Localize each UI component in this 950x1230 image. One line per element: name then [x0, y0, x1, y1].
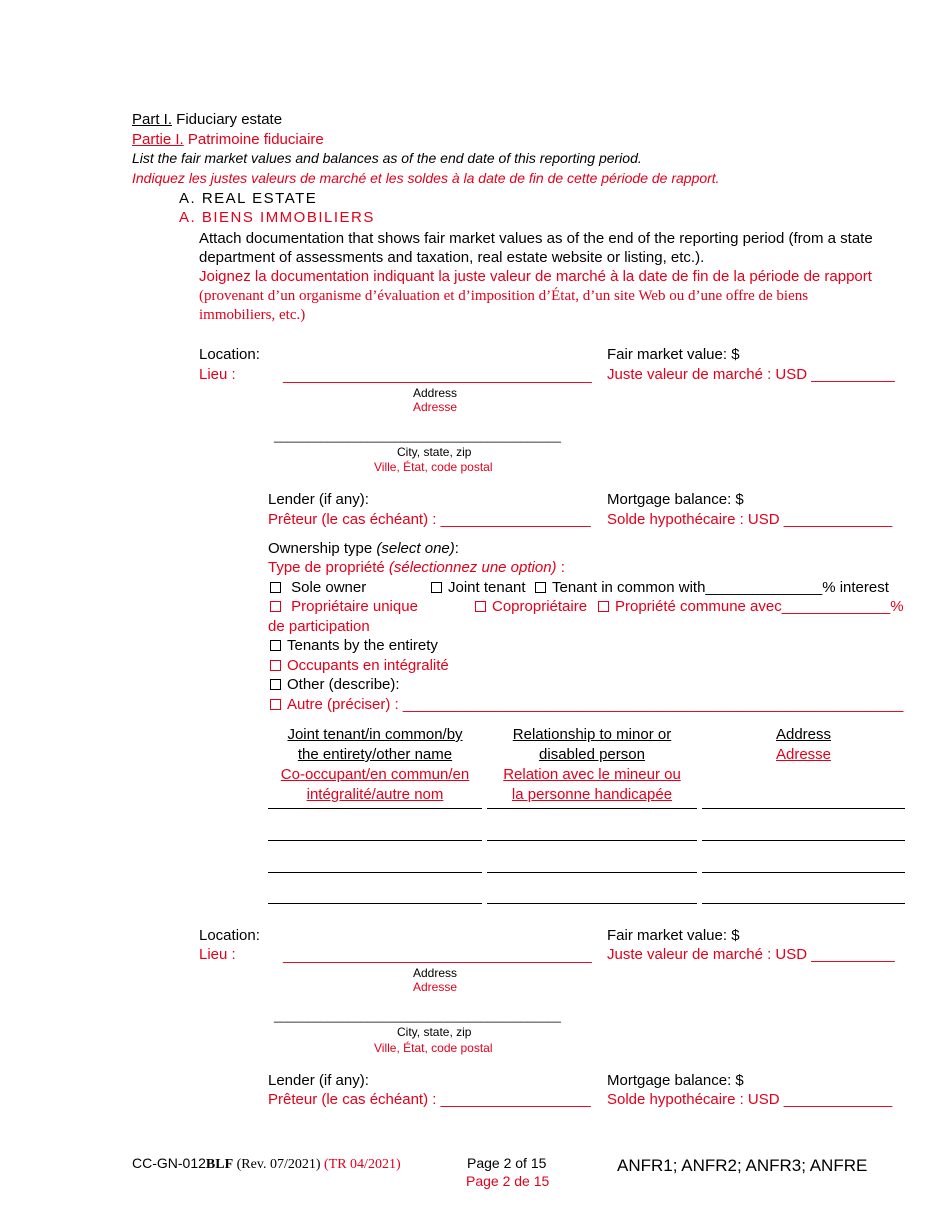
- table-row-line[interactable]: [268, 872, 482, 873]
- interest-input-fr[interactable]: _____________: [781, 598, 891, 615]
- form-tr: (TR 04/2021): [324, 1157, 401, 1172]
- section-a-fr: A. BIENS IMMOBILIERS: [179, 209, 375, 226]
- location-label-fr: Lieu :: [199, 946, 236, 963]
- city-caption-fr: Ville, État, code postal: [374, 460, 493, 474]
- sole-owner-label-en: Sole owner: [287, 579, 367, 596]
- ownership-title-en-italic: (select one): [376, 540, 455, 557]
- ownership-title-fr-text: Type de propriété: [268, 559, 389, 576]
- form-id-suffix: BLF: [205, 1157, 234, 1172]
- pct-label-fr: %: [890, 598, 904, 615]
- address-input[interactable]: _____________________________________: [283, 947, 592, 964]
- sole-owner-checkbox[interactable]: [270, 582, 281, 593]
- part-title-text-en: Fiduciary estate: [172, 111, 283, 128]
- ownership-title-en-text: Ownership type: [268, 540, 377, 557]
- address-caption-en: Address: [413, 966, 458, 980]
- table-row-line[interactable]: [268, 840, 482, 841]
- address-input[interactable]: _____________________________________: [283, 367, 592, 384]
- col2-header-en-2: disabled person: [539, 746, 645, 763]
- col1-header-en-1: Joint tenant/in common/by: [287, 726, 463, 743]
- entirety-option-fr[interactable]: [270, 656, 449, 675]
- ownership-title-fr-italic: (sélectionnez une option): [388, 559, 557, 576]
- location-label-en: Location:: [199, 927, 260, 944]
- col2-header-en-1: Relationship to minor or: [512, 726, 672, 743]
- lender-label-en: Lender (if any):: [268, 491, 369, 508]
- fmv-input[interactable]: Juste valeur de marché : USD __________: [607, 946, 895, 963]
- participation-label-fr: de participation: [268, 618, 370, 635]
- interest-input[interactable]: ______________: [705, 579, 823, 596]
- col1-header-fr-2: intégralité/autre nom: [306, 786, 444, 803]
- joint-tenant-option-en[interactable]: [431, 578, 526, 597]
- tenant-common-checkbox[interactable]: [535, 582, 546, 593]
- col1-header-en-2: the entirety/other name: [297, 746, 453, 763]
- form-codes: ANFR1; ANFR2; ANFR3; ANFRE: [617, 1156, 868, 1175]
- location-label-en: Location:: [199, 346, 260, 363]
- other-input[interactable]: Autre (préciser) : ____________________________________________________________: [287, 696, 904, 713]
- address-caption-en: Address: [413, 386, 458, 400]
- table-row-line[interactable]: [487, 903, 697, 904]
- city-caption-fr: Ville, État, code postal: [374, 1041, 493, 1055]
- entirety-checkbox[interactable]: [270, 640, 281, 651]
- tenant-common-option-fr[interactable]: [598, 597, 904, 616]
- attach-fr-2: (provenant d’un organisme d’évaluation et d’imposition d’État, d’un site Web ou d’une offre de biens: [199, 288, 809, 304]
- attach-fr-1: Joignez la documentation indiquant la juste valeur de marché à la date de fin de la période de rapport: [199, 268, 872, 285]
- tenant-common-label-en: Tenant in common with: [552, 579, 706, 596]
- lender-input[interactable]: Prêteur (le cas échéant) : __________________: [268, 1091, 591, 1108]
- joint-tenant-checkbox[interactable]: [431, 582, 442, 593]
- other-option-fr[interactable]: [270, 695, 903, 714]
- fmv-label-en: Fair market value: $: [607, 927, 740, 944]
- col2-header-fr-1: Relation avec le mineur ou: [503, 766, 681, 783]
- instructions-en: List the fair market values and balances as of the end date of this reporting period.: [132, 150, 642, 166]
- entirety-label-fr: Occupants en intégralité: [287, 657, 449, 674]
- interest-label-en: % interest: [822, 579, 889, 596]
- ownership-title-en: [268, 539, 459, 558]
- other-checkbox[interactable]: [270, 679, 281, 690]
- joint-tenant-label-fr: Copropriétaire: [492, 598, 588, 615]
- page-number-en: Page 2 of 15: [467, 1155, 547, 1171]
- sole-owner-checkbox-fr[interactable]: [270, 601, 281, 612]
- mortgage-label-en: Mortgage balance: $: [607, 491, 744, 508]
- page-number-fr: Page 2 de 15: [466, 1173, 550, 1189]
- attach-en-1: Attach documentation that shows fair market values as of the end of the reporting period (from a state: [199, 230, 873, 247]
- city-caption-en: City, state, zip: [397, 1025, 472, 1039]
- address-caption-fr: Adresse: [413, 400, 458, 414]
- table-row-line[interactable]: [487, 840, 697, 841]
- table-row-line[interactable]: [268, 903, 482, 904]
- other-checkbox-fr[interactable]: [270, 699, 281, 710]
- part-title-en: [132, 110, 282, 129]
- lender-input[interactable]: Prêteur (le cas échéant) : __________________: [268, 511, 591, 528]
- tenant-common-label-fr: Propriété commune avec: [615, 598, 782, 615]
- table-row-line[interactable]: [268, 808, 482, 809]
- mortgage-input[interactable]: Solde hypothécaire : USD _____________: [607, 511, 893, 528]
- joint-tenant-checkbox-fr[interactable]: [475, 601, 486, 612]
- table-row-line[interactable]: [702, 808, 905, 809]
- sole-owner-label-fr: Propriétaire unique: [287, 598, 418, 615]
- joint-tenant-option-fr[interactable]: [475, 597, 587, 616]
- form-id-code: CC-GN-012: [132, 1155, 206, 1171]
- other-option-en[interactable]: [270, 675, 400, 694]
- tenant-common-option-en[interactable]: [535, 578, 889, 597]
- location-label-fr: Lieu :: [199, 366, 236, 383]
- sole-owner-option-fr[interactable]: [270, 597, 418, 616]
- entirety-option-en[interactable]: [270, 636, 438, 655]
- ownership-title-en-end: :: [454, 540, 459, 557]
- part-title-text-fr: Patrimoine fiduciaire: [183, 131, 324, 148]
- part-label-en: Part I.: [132, 111, 173, 128]
- city-caption-en: City, state, zip: [397, 445, 472, 459]
- other-label-en: Other (describe):: [287, 676, 400, 693]
- table-row-line[interactable]: [702, 840, 905, 841]
- joint-tenant-label-en: Joint tenant: [448, 579, 526, 596]
- mortgage-label-en: Mortgage balance: $: [607, 1072, 744, 1089]
- col3-header-fr: Adresse: [775, 746, 832, 763]
- attach-fr-3: immobiliers, etc.): [199, 307, 306, 323]
- mortgage-input[interactable]: Solde hypothécaire : USD _____________: [607, 1091, 893, 1108]
- col2-header-fr-2: la personne handicapée: [511, 786, 673, 803]
- lender-label-en: Lender (if any):: [268, 1072, 369, 1089]
- ownership-title-fr: [268, 558, 565, 577]
- section-a-en: A. REAL ESTATE: [179, 190, 318, 207]
- table-row-line[interactable]: [487, 808, 697, 809]
- fmv-input[interactable]: Juste valeur de marché : USD __________: [607, 366, 895, 383]
- form-id: [132, 1154, 401, 1174]
- col1-header-fr-1: Co-occupant/en commun/en: [280, 766, 470, 783]
- city-input[interactable]: ___________________________________________: [274, 429, 561, 443]
- fmv-label-en: Fair market value: $: [607, 346, 740, 363]
- instructions-fr: Indiquez les justes valeurs de marché et les soldes à la date de fin de cette période de rapport.: [132, 170, 720, 186]
- part-label-fr: Partie I.: [132, 131, 184, 148]
- form-rev: (Rev. 07/2021): [233, 1157, 324, 1172]
- tenant-common-checkbox-fr[interactable]: [598, 601, 609, 612]
- attach-en-2: department of assessments and taxation, real estate website or listing, etc.).: [199, 249, 705, 266]
- city-input[interactable]: ___________________________________________: [274, 1009, 561, 1023]
- entirety-checkbox-fr[interactable]: [270, 660, 281, 671]
- address-caption-fr: Adresse: [413, 980, 458, 994]
- col3-header-en: Address: [775, 726, 832, 743]
- table-row-line[interactable]: [487, 872, 697, 873]
- table-row-line[interactable]: [702, 903, 905, 904]
- table-row-line[interactable]: [702, 872, 905, 873]
- entirety-label-en: Tenants by the entirety: [287, 637, 438, 654]
- ownership-title-fr-end: :: [556, 559, 565, 576]
- sole-owner-option-en[interactable]: [270, 578, 366, 597]
- part-title-fr: [132, 130, 324, 149]
